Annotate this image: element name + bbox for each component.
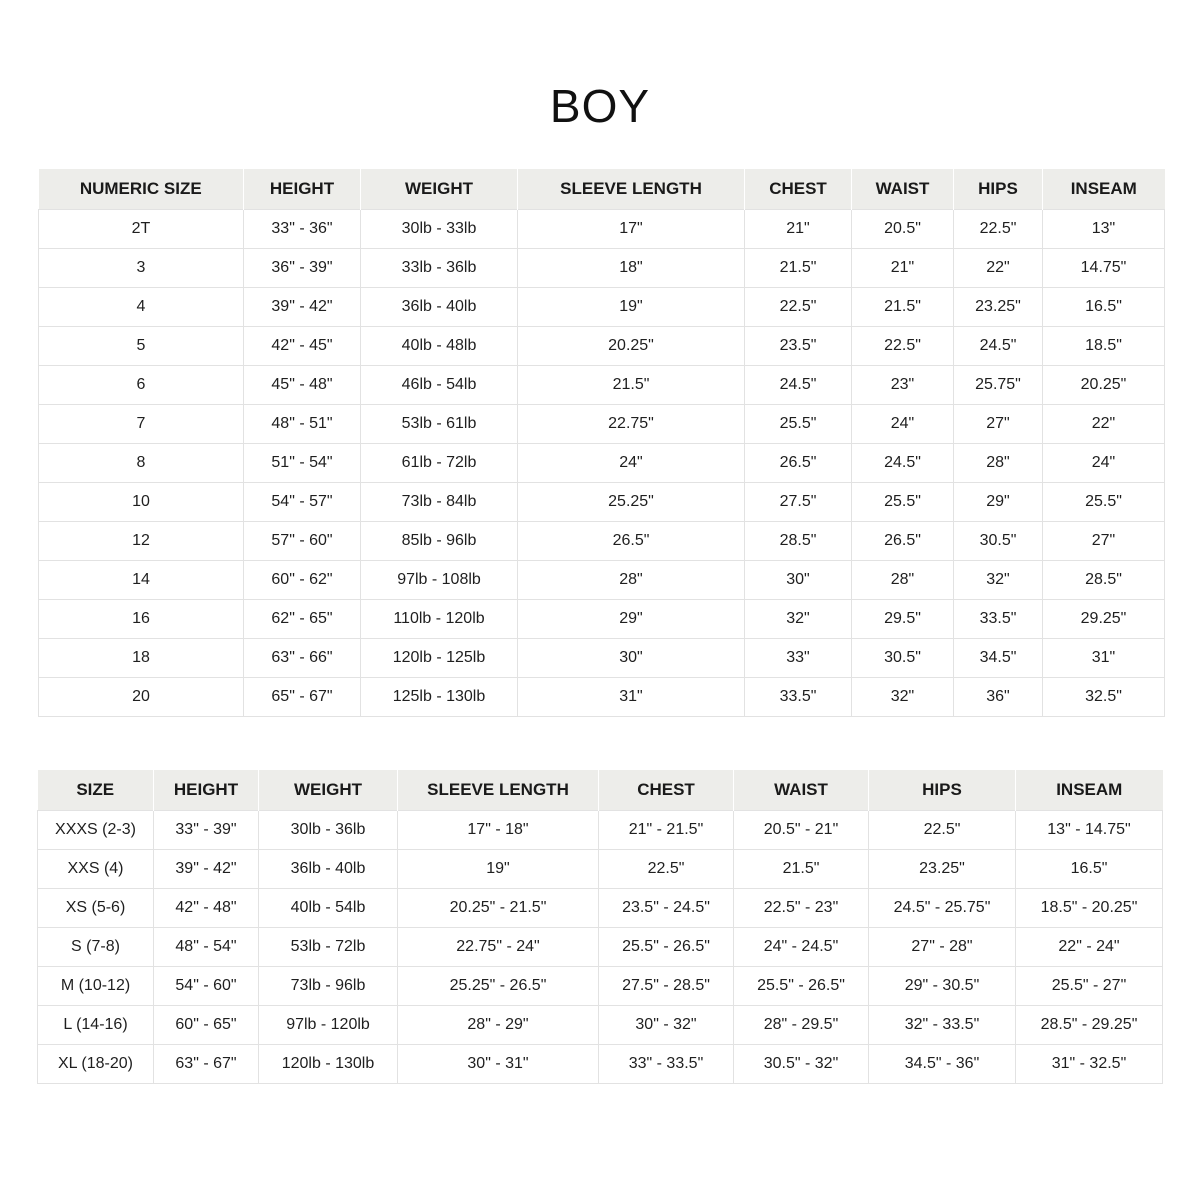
table-cell: XL (18-20)	[38, 1045, 154, 1084]
table-cell: 29" - 30.5"	[869, 967, 1016, 1006]
table-row	[38, 928, 1163, 967]
table-cell: 28" - 29.5"	[734, 1006, 869, 1045]
table-cell: 32"	[954, 561, 1043, 600]
table-cell: 13" - 14.75"	[1016, 811, 1163, 850]
table-cell: 29.25"	[1043, 600, 1165, 639]
table-cell: 40lb - 54lb	[259, 889, 398, 928]
column-header: CHEST	[599, 770, 734, 811]
table-row	[39, 405, 1165, 444]
table-cell: 18	[39, 639, 244, 678]
table-cell: 24" - 24.5"	[734, 928, 869, 967]
table-cell: 48" - 51"	[244, 405, 361, 444]
table-cell: 36lb - 40lb	[259, 850, 398, 889]
table-cell: 62" - 65"	[244, 600, 361, 639]
table-row	[39, 522, 1165, 561]
table-cell: 24.5"	[852, 444, 954, 483]
table-cell: 63" - 66"	[244, 639, 361, 678]
table-cell: 60" - 65"	[154, 1006, 259, 1045]
table-cell: 23"	[852, 366, 954, 405]
column-header: INSEAM	[1043, 169, 1165, 210]
table-cell: 27.5"	[745, 483, 852, 522]
table-cell: 21"	[745, 210, 852, 249]
table-cell: 26.5"	[745, 444, 852, 483]
table-row	[39, 288, 1165, 327]
table-cell: 16.5"	[1043, 288, 1165, 327]
table-cell: 39" - 42"	[154, 850, 259, 889]
column-header: INSEAM	[1016, 770, 1163, 811]
column-header: HIPS	[954, 169, 1043, 210]
table-cell: 22"	[1043, 405, 1165, 444]
table-cell: 24.5" - 25.75"	[869, 889, 1016, 928]
table-cell: 54" - 60"	[154, 967, 259, 1006]
table-cell: 31" - 32.5"	[1016, 1045, 1163, 1084]
table-cell: 48" - 54"	[154, 928, 259, 967]
table-cell: 13"	[1043, 210, 1165, 249]
table-cell: 25.25" - 26.5"	[398, 967, 599, 1006]
table-cell: 21" - 21.5"	[599, 811, 734, 850]
table-cell: 21"	[852, 249, 954, 288]
table-cell: L (14-16)	[38, 1006, 154, 1045]
table-cell: 27" - 28"	[869, 928, 1016, 967]
table-cell: 29.5"	[852, 600, 954, 639]
table-row	[39, 639, 1165, 678]
table-cell: 36"	[954, 678, 1043, 717]
table-cell: 20.25" - 21.5"	[398, 889, 599, 928]
header-row	[38, 770, 1163, 811]
table-row	[39, 600, 1165, 639]
table-cell: 14	[39, 561, 244, 600]
table-cell: 36" - 39"	[244, 249, 361, 288]
table-cell: 18"	[518, 249, 745, 288]
table-cell: 14.75"	[1043, 249, 1165, 288]
table-cell: 17"	[518, 210, 745, 249]
table-cell: 16.5"	[1016, 850, 1163, 889]
table-cell: 4	[39, 288, 244, 327]
table-cell: 28" - 29"	[398, 1006, 599, 1045]
table-row	[38, 967, 1163, 1006]
table-cell: 27"	[1043, 522, 1165, 561]
table-cell: 30.5"	[954, 522, 1043, 561]
table-cell: 28"	[954, 444, 1043, 483]
table-cell: 29"	[954, 483, 1043, 522]
column-header: NUMERIC SIZE	[39, 169, 244, 210]
table-cell: 125lb - 130lb	[361, 678, 518, 717]
table-row	[39, 483, 1165, 522]
table-cell: XXXS (2-3)	[38, 811, 154, 850]
table-cell: 34.5" - 36"	[869, 1045, 1016, 1084]
table-cell: 20.5"	[852, 210, 954, 249]
table-cell: 120lb - 125lb	[361, 639, 518, 678]
column-header: CHEST	[745, 169, 852, 210]
table-cell: 28"	[518, 561, 745, 600]
table-cell: 25.75"	[954, 366, 1043, 405]
table-cell: 19"	[398, 850, 599, 889]
table-cell: 61lb - 72lb	[361, 444, 518, 483]
column-header: HIPS	[869, 770, 1016, 811]
table-cell: 28"	[852, 561, 954, 600]
table-cell: 24"	[852, 405, 954, 444]
table-cell: 19"	[518, 288, 745, 327]
table-cell: 63" - 67"	[154, 1045, 259, 1084]
table-cell: 20.5" - 21"	[734, 811, 869, 850]
table-cell: 53lb - 72lb	[259, 928, 398, 967]
table-cell: 97lb - 120lb	[259, 1006, 398, 1045]
table-cell: 17" - 18"	[398, 811, 599, 850]
table-cell: 53lb - 61lb	[361, 405, 518, 444]
table-cell: 22.5"	[852, 327, 954, 366]
table-cell: 22.5"	[745, 288, 852, 327]
table-cell: 21.5"	[518, 366, 745, 405]
table-row	[39, 327, 1165, 366]
table-cell: 22.75"	[518, 405, 745, 444]
table-row	[38, 889, 1163, 928]
table-cell: 22"	[954, 249, 1043, 288]
table-cell: 23.5"	[745, 327, 852, 366]
table-cell: 21.5"	[745, 249, 852, 288]
table-cell: 20.25"	[518, 327, 745, 366]
table-cell: 30.5"	[852, 639, 954, 678]
table-cell: 30lb - 36lb	[259, 811, 398, 850]
table-cell: 25.5" - 26.5"	[599, 928, 734, 967]
table-cell: 25.5"	[745, 405, 852, 444]
table-cell: 22.5"	[599, 850, 734, 889]
table-row	[39, 678, 1165, 717]
table-cell: 16	[39, 600, 244, 639]
table-cell: 30" - 32"	[599, 1006, 734, 1045]
table-cell: 25.5" - 27"	[1016, 967, 1163, 1006]
table-cell: 22.5" - 23"	[734, 889, 869, 928]
table-row	[39, 561, 1165, 600]
table-cell: 24"	[518, 444, 745, 483]
table-cell: 25.5"	[852, 483, 954, 522]
table-row	[39, 366, 1165, 405]
header-row	[39, 169, 1165, 210]
table-cell: 31"	[518, 678, 745, 717]
table-cell: 32"	[852, 678, 954, 717]
table-cell: 32.5"	[1043, 678, 1165, 717]
table-cell: XXS (4)	[38, 850, 154, 889]
table-cell: 21.5"	[734, 850, 869, 889]
table-cell: 2T	[39, 210, 244, 249]
table-cell: 34.5"	[954, 639, 1043, 678]
letter-size-table	[37, 770, 1163, 1084]
table-cell: 57" - 60"	[244, 522, 361, 561]
table-cell: 8	[39, 444, 244, 483]
table-cell: XS (5-6)	[38, 889, 154, 928]
page-title: BOY	[549, 80, 651, 132]
table-row	[39, 210, 1165, 249]
table-cell: 24"	[1043, 444, 1165, 483]
table-cell: 36lb - 40lb	[361, 288, 518, 327]
table-cell: 20	[39, 678, 244, 717]
table-cell: 29"	[518, 600, 745, 639]
table-row	[39, 444, 1165, 483]
column-header: WEIGHT	[259, 770, 398, 811]
table-cell: 73lb - 84lb	[361, 483, 518, 522]
numeric-size-table	[38, 169, 1165, 717]
table-cell: 18.5" - 20.25"	[1016, 889, 1163, 928]
table-cell: 31"	[1043, 639, 1165, 678]
table-row	[39, 249, 1165, 288]
table-cell: 3	[39, 249, 244, 288]
table-cell: 22" - 24"	[1016, 928, 1163, 967]
table-row	[38, 1006, 1163, 1045]
column-header: WAIST	[734, 770, 869, 811]
table-cell: S (7-8)	[38, 928, 154, 967]
table-cell: 33"	[745, 639, 852, 678]
table-cell: 30.5" - 32"	[734, 1045, 869, 1084]
table-cell: 22.5"	[869, 811, 1016, 850]
table-cell: 30lb - 33lb	[361, 210, 518, 249]
table-cell: 40lb - 48lb	[361, 327, 518, 366]
table-cell: 21.5"	[852, 288, 954, 327]
table-cell: 5	[39, 327, 244, 366]
table-cell: 28.5"	[1043, 561, 1165, 600]
table-cell: 10	[39, 483, 244, 522]
table-cell: 32"	[745, 600, 852, 639]
table-cell: 33.5"	[954, 600, 1043, 639]
table-cell: 65" - 67"	[244, 678, 361, 717]
table-cell: 20.25"	[1043, 366, 1165, 405]
table-cell: 85lb - 96lb	[361, 522, 518, 561]
column-header: SLEEVE LENGTH	[398, 770, 599, 811]
table-cell: 33lb - 36lb	[361, 249, 518, 288]
table-cell: 25.5" - 26.5"	[734, 967, 869, 1006]
table-cell: 42" - 45"	[244, 327, 361, 366]
table-cell: 27"	[954, 405, 1043, 444]
table-cell: M (10-12)	[38, 967, 154, 1006]
table-row	[38, 850, 1163, 889]
table-cell: 7	[39, 405, 244, 444]
table-cell: 33" - 39"	[154, 811, 259, 850]
table-cell: 32" - 33.5"	[869, 1006, 1016, 1045]
table-cell: 12	[39, 522, 244, 561]
column-header: WEIGHT	[361, 169, 518, 210]
column-header: WAIST	[852, 169, 954, 210]
table-cell: 24.5"	[954, 327, 1043, 366]
table-cell: 120lb - 130lb	[259, 1045, 398, 1084]
table-cell: 97lb - 108lb	[361, 561, 518, 600]
table-cell: 73lb - 96lb	[259, 967, 398, 1006]
column-header: HEIGHT	[154, 770, 259, 811]
table-cell: 110lb - 120lb	[361, 600, 518, 639]
table-cell: 23.5" - 24.5"	[599, 889, 734, 928]
table-cell: 22.5"	[954, 210, 1043, 249]
table-cell: 42" - 48"	[154, 889, 259, 928]
table-cell: 27.5" - 28.5"	[599, 967, 734, 1006]
column-header: SIZE	[38, 770, 154, 811]
table-cell: 51" - 54"	[244, 444, 361, 483]
table-cell: 45" - 48"	[244, 366, 361, 405]
table-cell: 46lb - 54lb	[361, 366, 518, 405]
table-cell: 24.5"	[745, 366, 852, 405]
table-cell: 28.5" - 29.25"	[1016, 1006, 1163, 1045]
table-cell: 33" - 36"	[244, 210, 361, 249]
table-cell: 30"	[745, 561, 852, 600]
table-cell: 25.25"	[518, 483, 745, 522]
table-cell: 28.5"	[745, 522, 852, 561]
table-cell: 23.25"	[869, 850, 1016, 889]
table-cell: 33.5"	[745, 678, 852, 717]
table-row	[38, 1045, 1163, 1084]
column-header: SLEEVE LENGTH	[518, 169, 745, 210]
table-cell: 25.5"	[1043, 483, 1165, 522]
table-cell: 54" - 57"	[244, 483, 361, 522]
table-cell: 22.75" - 24"	[398, 928, 599, 967]
table-cell: 30"	[518, 639, 745, 678]
column-header: HEIGHT	[244, 169, 361, 210]
table-cell: 26.5"	[518, 522, 745, 561]
table-cell: 39" - 42"	[244, 288, 361, 327]
table-cell: 18.5"	[1043, 327, 1165, 366]
table-cell: 30" - 31"	[398, 1045, 599, 1084]
table-cell: 23.25"	[954, 288, 1043, 327]
table-cell: 26.5"	[852, 522, 954, 561]
table-cell: 33" - 33.5"	[599, 1045, 734, 1084]
table-cell: 6	[39, 366, 244, 405]
table-row	[38, 811, 1163, 850]
table-cell: 60" - 62"	[244, 561, 361, 600]
